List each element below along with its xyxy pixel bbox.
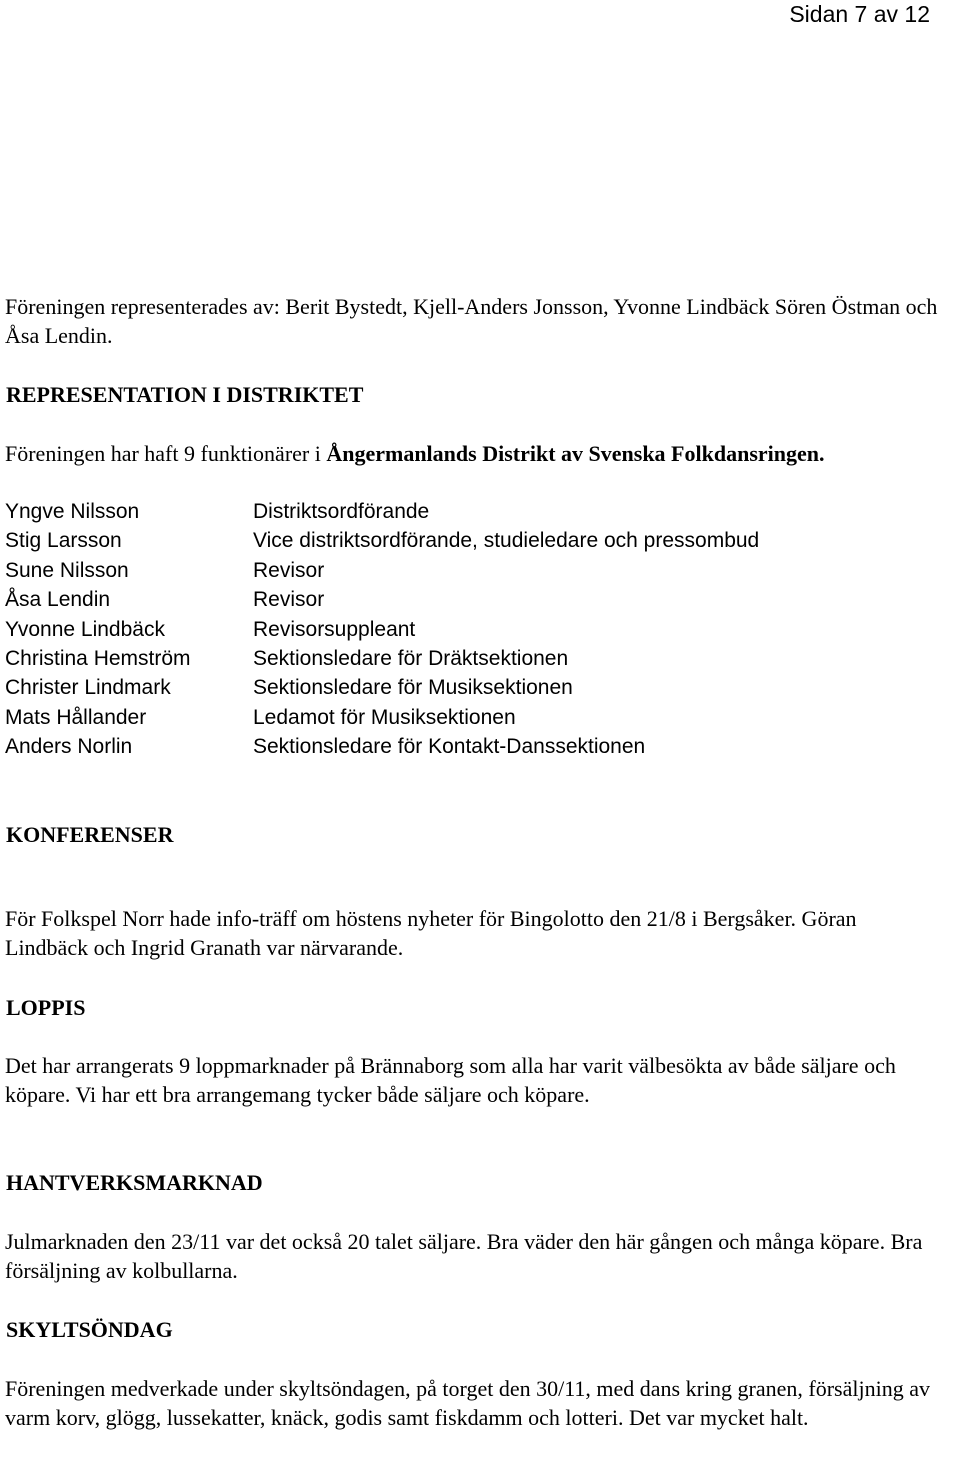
district-heading: REPRESENTATION I DISTRIKTET [6,382,364,407]
official-name: Stig Larsson [5,529,122,553]
official-role: Distriktsordförande [253,500,430,523]
official-role: Vice distriktsordförande, studieledare och pressombud [253,529,760,553]
official-name: Christer Lindmark [5,676,171,700]
official-role: Ledamot för Musiksektionen [253,705,516,729]
conferences-paragraph: För Folkspel Norr hade info-träff om höstens nyheter för Bingolotto den 21/8 i Bergsåker. Göran Lindbäck och Ingrid Granath var närvarande. [5,906,857,960]
shop-sunday-heading: SKYLTSÖNDAG [6,1317,173,1342]
craft-market-heading: HANTVERKSMARKNAD [6,1170,263,1195]
craft-market-paragraph: Julmarknaden den 23/11 var det också 20 talet säljare. Bra väder den här gången och många köpare. Bra försäljning av kolbullarna. [5,1229,923,1283]
district-name: Ångermanlands Distrikt av Svenska Folkdansringen. [326,441,825,466]
flea-market-paragraph: Det har arrangerats 9 loppmarknader på Brännaborg som alla har varit välbesökta av både säljare och köpare. Vi har ett bra arrangemang tycker både säljare och köpare. [5,1053,896,1107]
district-intro [5,439,950,468]
official-name: Anders Norlin [5,735,133,759]
page-number: Sidan 7 av 12 [789,1,930,27]
official-name: Yngve Nilsson [5,500,140,523]
conferences-heading: KONFERENSER [6,822,174,847]
official-name: Mats Hållander [5,705,147,729]
official-role: Revisor [253,558,325,582]
official-name: Christina Hemström [5,646,191,670]
representation-paragraph: Föreningen representerades av: Berit Bystedt, Kjell-Anders Jonsson, Yvonne Lindbäck Sören Östman och Åsa Lendin. [5,294,938,348]
official-role: Sektionsledare för Kontakt-Danssektionen [253,735,646,759]
flea-market-heading: LOPPIS [6,995,86,1020]
officials-roles-column [253,497,759,762]
official-role: Sektionsledare för Musiksektionen [253,676,573,700]
official-name: Yvonne Lindbäck [5,617,165,641]
official-name: Sune Nilsson [5,558,129,582]
shop-sunday-paragraph: Föreningen medverkade under skyltsöndagen, på torget den 30/11, med dans kring granen, försäljning av varm korv, glögg, lussekatter, knäck, godis samt fiskdamm och lotteri. Det var mycket halt. [5,1376,930,1430]
official-role: Sektionsledare för Dräktsektionen [253,646,569,670]
official-name: Åsa Lendin [5,588,111,612]
officials-names-column [5,497,191,762]
official-role: Revisor [253,588,325,612]
official-role: Revisorsuppleant [253,617,416,641]
district-intro-text: Föreningen har haft 9 funktionärer i [5,441,327,466]
